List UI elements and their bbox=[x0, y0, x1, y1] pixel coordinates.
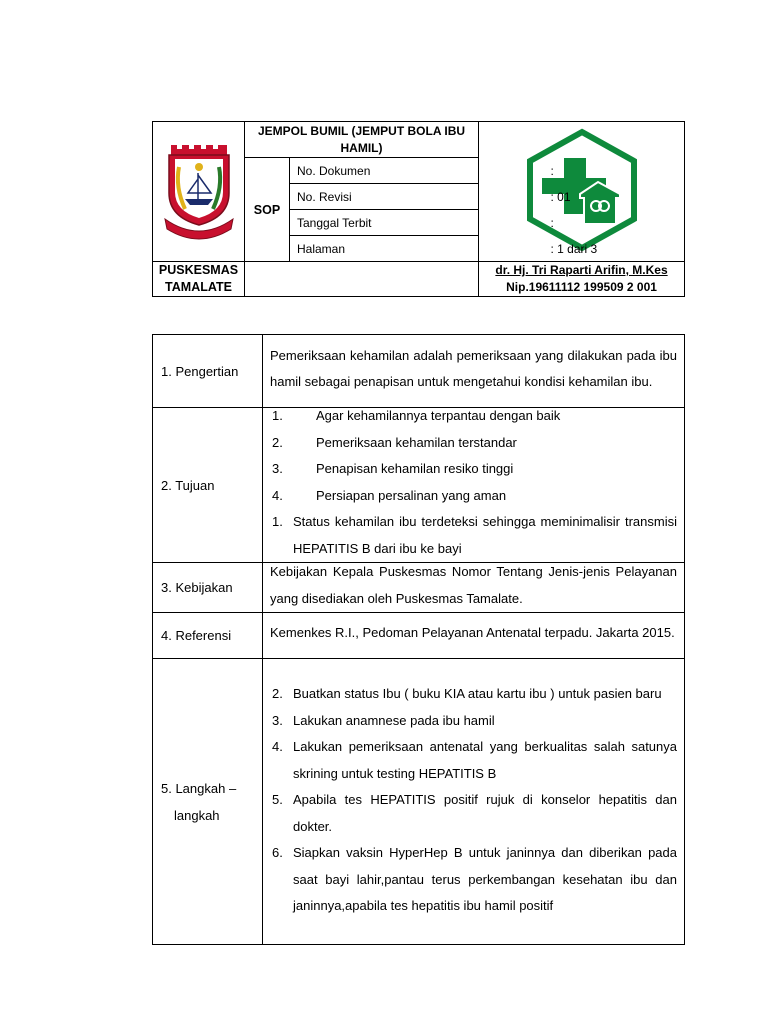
section-label-tujuan: 2. Tujuan bbox=[153, 408, 263, 563]
sop-label: SOP bbox=[245, 158, 290, 262]
section-content-pengertian: Pemeriksaan kehamilan adalah pemeriksaan yang dilakukan pada ibu hamil sebagai penapisan untuk mengetahui kondisi kehamilan ibu. bbox=[263, 335, 685, 408]
org-name: PUSKESMAS TAMALATE bbox=[153, 262, 245, 297]
section-content-kebijakan: Kebijakan Kepala Puskesmas Nomor Tentang Jenis-jenis Pelayanan yang disediakan oleh Puskesmas Tamalate. bbox=[263, 563, 685, 613]
section-label-pengertian: 1. Pengertian bbox=[153, 335, 263, 408]
list-item: 6. Siapkan vaksin HyperHep B untuk janinnya dan diberikan pada saat bayi lahir,pantau terus perkembangan kesehatan ibu dan janinnya,apabila tes hepatitis ibu hamil positif bbox=[272, 845, 677, 914]
list-item: 4. Persiapan persalinan yang aman bbox=[272, 487, 507, 503]
city-emblem-cell bbox=[153, 122, 245, 262]
signer-block bbox=[479, 262, 685, 297]
document-title: JEMPOL BUMIL (JEMPUT BOLA IBU HAMIL) bbox=[245, 122, 479, 158]
section-label-kebijakan: 3. Kebijakan bbox=[153, 563, 263, 613]
meta-issue-date: Tanggal Terbit : bbox=[290, 210, 479, 236]
city-emblem-logo bbox=[161, 137, 237, 243]
list-item: 2. Pemeriksaan kehamilan terstandar bbox=[272, 434, 517, 450]
list-item: 3. Lakukan anamnese pada ibu hamil bbox=[272, 712, 495, 728]
section-label-langkah: 5. Langkah – langkah bbox=[153, 659, 263, 945]
list-item: 4. Lakukan pemeriksaan antenatal yang berkualitas salah satunya skrining untuk testing HEPATITIS B bbox=[272, 739, 677, 781]
puskesmas-logo bbox=[520, 128, 644, 252]
list-item: 2. Buatkan status Ibu ( buku KIA atau kartu ibu ) untuk pasien baru bbox=[272, 686, 662, 702]
signer-name: dr. Hj. Tri Raparti Arifin, M.Kes bbox=[495, 263, 668, 277]
list-item: 3. Penapisan kehamilan resiko tinggi bbox=[272, 461, 514, 476]
section-content-langkah bbox=[263, 659, 685, 945]
sop-header-table bbox=[152, 121, 685, 297]
meta-revision: No. Revisi : 01 bbox=[290, 184, 479, 210]
list-item: 5. Apabila tes HEPATITIS positif rujuk di konselor hepatitis dan dokter. bbox=[272, 792, 677, 834]
empty-cell bbox=[245, 262, 479, 297]
signer-nip: Nip.19611112 199509 2 001 bbox=[506, 280, 657, 294]
section-label-referensi: 4. Referensi bbox=[153, 613, 263, 659]
meta-doc-number: No. Dokumen : bbox=[290, 158, 479, 184]
sop-content-table bbox=[152, 334, 685, 945]
section-content-referensi: Kemenkes R.I., Pedoman Pelayanan Antenatal terpadu. Jakarta 2015. bbox=[263, 613, 685, 659]
puskesmas-logo-cell bbox=[479, 122, 685, 262]
section-content-tujuan bbox=[263, 408, 685, 563]
list-item: 1. Status kehamilan ibu terdeteksi sehingga meminimalisir transmisi HEPATITIS B dari ibu ke bayi bbox=[272, 514, 677, 556]
list-item: 1. Agar kehamilannya terpantau dengan baik bbox=[272, 408, 561, 423]
meta-page: Halaman : 1 dari 3 bbox=[290, 236, 479, 262]
